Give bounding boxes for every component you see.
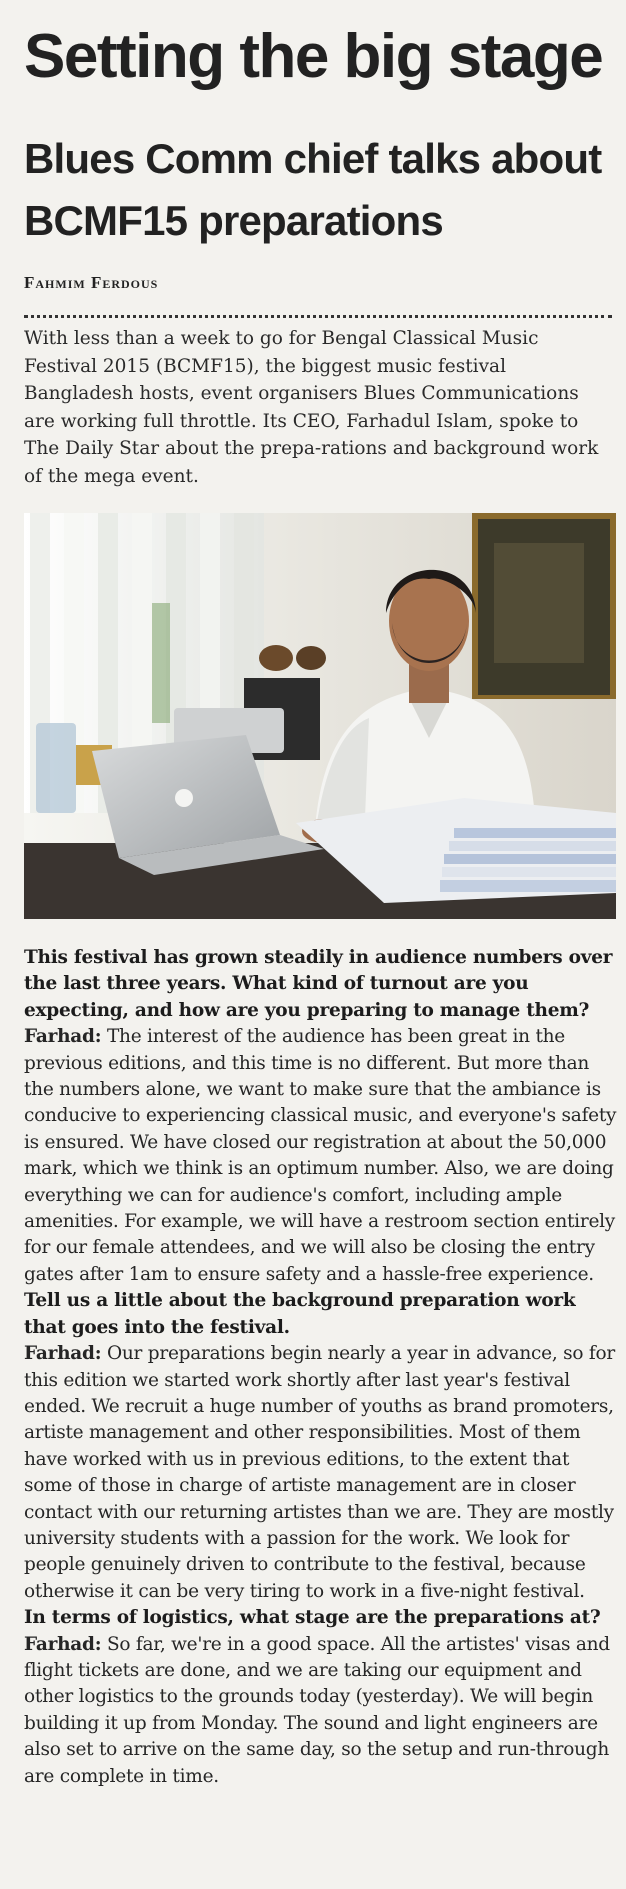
answer-1 (24, 1024, 620, 1288)
byline: Fahmim Ferdous (24, 273, 159, 292)
answer-3-text: So far, we're in a good space. All the artistes' visas and flight tickets are done, and we are taking our equipment and other logistics to the grounds today (yesterday). We will begin building it up from Monday. The sound and light engineers are also set to arrive on the same day, so the setup and run-through are complete in time. (24, 1633, 610, 1787)
answer-2-speaker: Farhad: (24, 1343, 102, 1365)
answer-1-speaker: Farhad: (24, 1026, 102, 1048)
headline: Setting the big stage (24, 22, 603, 91)
intro-paragraph: With less than a week to go for Bengal Classical Music Festival 2015 (BCMF15), the biggest music festival Bangladesh hosts, event organisers Blues Communications are working full throttle. Its CEO, Farhadul Islam, spoke to The Daily Star about the prepa-rations and background work of the mega event. (24, 328, 599, 487)
portrait-illustration (24, 513, 616, 919)
question-3: In terms of logistics, what stage are the preparations at? (24, 1607, 601, 1629)
answer-3-speaker: Farhad: (24, 1633, 102, 1655)
question-2: Tell us a little about the background preparation work that goes into the festival. (24, 1290, 576, 1338)
wall-painting (472, 513, 616, 699)
answer-2 (24, 1341, 620, 1605)
question-1: This festival has grown steadily in audience numbers over the last three years. What kind of turnout are you expecting, and how are you preparing to manage them? (24, 947, 613, 1021)
dotted-divider (24, 315, 612, 318)
interview-qa (24, 945, 620, 1790)
answer-1-text: The interest of the audience has been great in the previous editions, and this time is no different. But more than the numbers alone, we want to make sure that the ambiance is conducive to experiencing classical music, and everyone's safety is ensured. We have closed our registration at about the 50,000 mark, which we think is an optimum number. Also, we are doing everything we can for audience's comfort, including ample amenities. For example, we will have a restroom section entirely for our female attendees, and we will also be closing the entry gates after 1am to ensure safety and a hassle-free experience. (24, 1026, 617, 1285)
answer-2-text: Our preparations begin nearly a year in advance, so for this edition we started work shortly after last year's festival ended. We recruit a huge number of youths as brand promoters, artiste management and other responsibilities. Most of them have worked with us in previous editions, to the extent that some of those in charge of artiste management are in closer contact with our returning artistes than we are. They are mostly university students with a passion for the work. We look for people genuinely driven to contribute to the festival, because otherwise it can be very tiring to work in a five-night festival. (24, 1343, 615, 1602)
interview-photo (24, 513, 616, 919)
answer-3 (24, 1632, 620, 1790)
subheadline: Blues Comm chief talks about BCMF15 preparations (24, 135, 602, 244)
